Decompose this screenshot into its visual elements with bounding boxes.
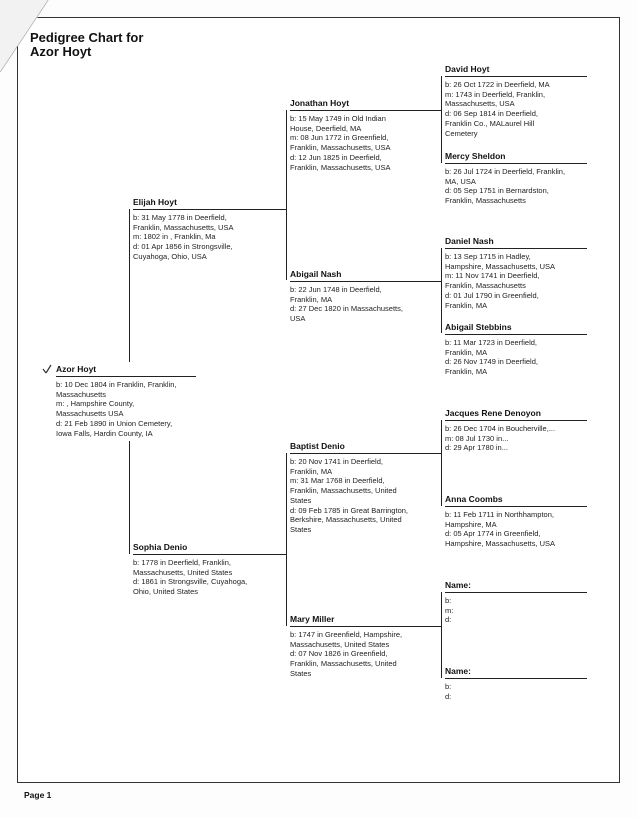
person-name: Anna Coombs: [445, 494, 587, 507]
person-card-daniel-nash[interactable]: [445, 236, 587, 310]
person-name: Elijah Hoyt: [133, 197, 286, 210]
person-card-sophia-denio[interactable]: [133, 542, 286, 597]
person-name: Azor Hoyt: [56, 364, 196, 377]
person-details: b: 26 Oct 1722 in Deerfield, MA m: 1743 in Deerfield, Franklin, Massachusetts, USA d: 06 Sep 1814 in Deerfield, Franklin Co., MALaurel Hill Cemetery: [445, 80, 550, 138]
person-card-jacques-rene-denoyon[interactable]: [445, 408, 587, 453]
connector-gen3: [441, 420, 442, 506]
person-details: b: 11 Feb 1711 in Northhampton, Hampshire, MA d: 05 Apr 1774 in Greenfield, Hampshire, Massachusetts, USA: [445, 510, 556, 549]
person-name: Daniel Nash: [445, 236, 587, 249]
person-details: b: 15 May 1749 in Old Indian House, Deerfield, MA m: 08 Jun 1772 in Greenfield, Franklin, Massachusetts, USA d: 12 Jun 1825 in Deerfield, Franklin, Massachusetts, USA: [290, 114, 391, 172]
person-name: Jonathan Hoyt: [290, 98, 441, 111]
person-details: b: 13 Sep 1715 in Hadley, Hampshire, Massachusetts, USA m: 11 Nov 1741 in Deerfield, Franklin, Massachusetts d: 01 Jul 1790 in Greenfield, Franklin, MA: [445, 252, 556, 310]
connector-gen1: [129, 209, 130, 362]
person-details: b: 20 Nov 1741 in Deerfield, Franklin, MA m: 31 Mar 1768 in Deerfield, Franklin, Massachusetts, United States d: 09 Feb 1785 in Great Barrington, Berkshire, Massachusetts, United States: [290, 457, 408, 534]
person-card-mary-miller[interactable]: [290, 614, 441, 679]
person-card-anna-coombs[interactable]: [445, 494, 587, 549]
person-card-mercy-sheldon[interactable]: [445, 151, 587, 206]
person-details: b: 10 Dec 1804 in Franklin, Franklin, Massachusetts m: , Hampshire County, Massachusetts USA d: 21 Feb 1890 in Union Cemetery, Iowa Falls, Hardin County, IA: [56, 380, 177, 438]
person-details: b: 26 Dec 1704 in Boucherville,... m: 08 Jul 1730 in... d: 29 Apr 1780 in...: [445, 424, 556, 453]
chart-subject: Azor Hoyt: [30, 44, 92, 59]
person-card-elijah-hoyt[interactable]: [133, 197, 286, 262]
person-name: David Hoyt: [445, 64, 587, 77]
person-details: b: 1747 in Greenfield, Hampshire, Massachusetts, United States d: 07 Nov 1826 in Greenfield, Franklin, Massachusetts, United States: [290, 630, 403, 678]
connector-gen3: [441, 592, 442, 678]
connector-gen3: [441, 248, 442, 333]
person-name: Abigail Nash: [290, 269, 441, 282]
person-details: b: 1778 in Deerfield, Franklin, Massachusetts, United States d: 1861 in Strongsville, Cuyahoga, Ohio, United States: [133, 558, 248, 597]
chart-title: Pedigree Chart for: [30, 30, 144, 45]
person-name: Baptist Denio: [290, 441, 441, 454]
person-details: b: 31 May 1778 in Deerfield, Franklin, Massachusetts, USA m: 1802 in , Franklin, Ma d: 01 Apr 1856 in Strongsville, Cuyahoga, Ohio, USA: [133, 213, 234, 261]
person-card-azor-hoyt[interactable]: [56, 364, 196, 438]
person-name: Sophia Denio: [133, 542, 286, 555]
connector-gen3: [441, 76, 442, 163]
person-card-blank[interactable]: [445, 580, 587, 625]
person-details: b: 11 Mar 1723 in Deerfield, Franklin, MA d: 26 Nov 1749 in Deerfield, Franklin, MA: [445, 338, 538, 377]
connector-gen1: [129, 441, 130, 554]
person-details: b: m: d:: [445, 596, 454, 625]
person-name: Name:: [445, 666, 587, 679]
person-details: b: 22 Jun 1748 in Deerfield, Franklin, MA d: 27 Dec 1820 in Massachusetts, USA: [290, 285, 403, 324]
person-card-baptist-denio[interactable]: [290, 441, 441, 535]
person-name: Jacques Rene Denoyon: [445, 408, 587, 421]
person-name: Mercy Sheldon: [445, 151, 587, 164]
person-card-blank[interactable]: [445, 666, 587, 701]
page-number: Page 1: [24, 790, 52, 800]
person-marker-icon: [42, 364, 52, 374]
person-card-abigail-nash[interactable]: [290, 269, 441, 324]
person-details: b: 26 Jul 1724 in Deerfield, Franklin, MA, USA d: 05 Sep 1751 in Bernardston, Franklin, Massachusetts: [445, 167, 566, 206]
connector-gen2: [286, 453, 287, 626]
person-name: Abigail Stebbins: [445, 322, 587, 335]
person-card-abigail-stebbins[interactable]: [445, 322, 587, 377]
person-card-jonathan-hoyt[interactable]: [290, 98, 441, 172]
person-name: Name:: [445, 580, 587, 593]
person-card-david-hoyt[interactable]: [445, 64, 587, 138]
person-name: Mary Miller: [290, 614, 441, 627]
person-details: b: d:: [445, 682, 452, 701]
connector-gen2: [286, 110, 287, 280]
